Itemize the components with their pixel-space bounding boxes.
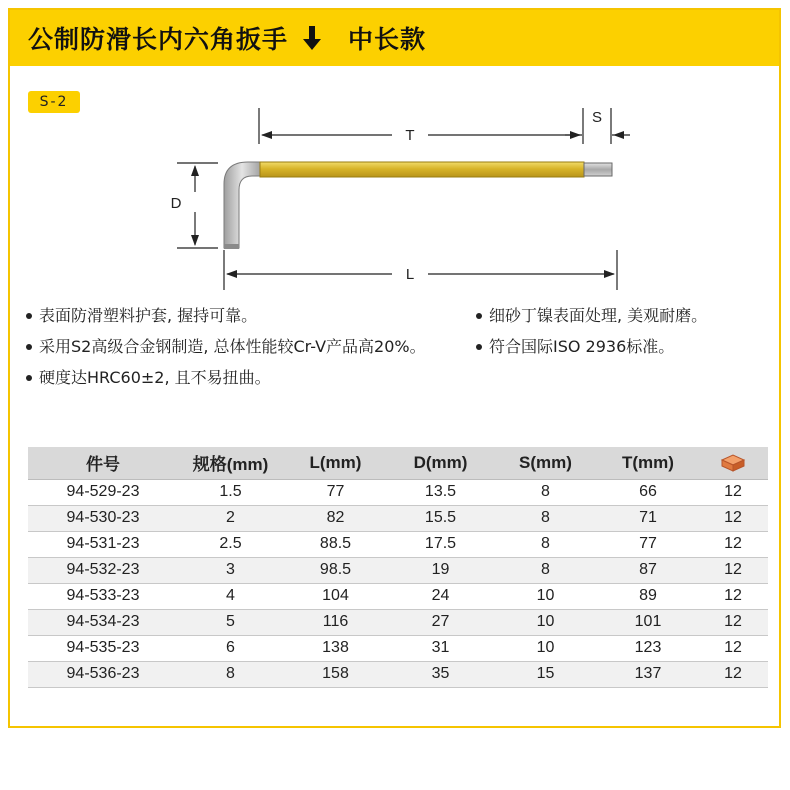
cell-size: 3	[178, 557, 283, 583]
cell-s: 8	[493, 479, 598, 505]
cell-box-qty: 12	[698, 531, 768, 557]
cell-size: 2.5	[178, 531, 283, 557]
model-tag: S-2	[28, 91, 80, 113]
dimension-label-s: S	[591, 109, 603, 126]
box-icon	[720, 454, 746, 472]
cell-d: 19	[388, 557, 493, 583]
column-header-s: S(mm)	[493, 447, 598, 479]
cell-d: 17.5	[388, 531, 493, 557]
cell-part-no: 94-530-23	[28, 505, 178, 531]
cell-box-qty: 12	[698, 505, 768, 531]
feature-item: 硬度达HRC60±2, 且不易扭曲。	[26, 365, 456, 391]
cell-part-no: 94-533-23	[28, 583, 178, 609]
cell-box-qty: 12	[698, 661, 768, 687]
cell-t: 77	[598, 531, 698, 557]
cell-size: 2	[178, 505, 283, 531]
page-title: 公制防滑长内六角扳手	[28, 25, 289, 54]
dimension-label-d: D	[170, 195, 182, 212]
column-header-part-no: 件号	[28, 447, 178, 479]
cell-t: 137	[598, 661, 698, 687]
cell-l: 158	[283, 661, 388, 687]
feature-list	[26, 303, 776, 433]
feature-item: 采用S2高级合金钢制造, 总体性能较Cr-V产品高20%。	[26, 334, 456, 360]
column-header-d: D(mm)	[388, 447, 493, 479]
wrench-diagram	[160, 100, 650, 290]
column-header-size: 规格(mm)	[178, 447, 283, 479]
cell-size: 4	[178, 583, 283, 609]
cell-s: 10	[493, 635, 598, 661]
column-header-box	[698, 447, 768, 479]
cell-d: 24	[388, 583, 493, 609]
cell-d: 31	[388, 635, 493, 661]
table-row	[28, 635, 768, 661]
feature-column-left	[26, 303, 456, 396]
cell-s: 8	[493, 557, 598, 583]
cell-s: 10	[493, 609, 598, 635]
table-row	[28, 583, 768, 609]
column-header-l: L(mm)	[283, 447, 388, 479]
table-row	[28, 531, 768, 557]
table-row	[28, 661, 768, 687]
table-row	[28, 479, 768, 505]
cell-d: 15.5	[388, 505, 493, 531]
cell-l: 104	[283, 583, 388, 609]
feature-item: 细砂丁镍表面处理, 美观耐磨。	[476, 303, 776, 329]
down-arrow-icon	[302, 24, 322, 52]
dimension-label-l: L	[405, 266, 415, 283]
cell-l: 88.5	[283, 531, 388, 557]
cell-t: 89	[598, 583, 698, 609]
feature-item: 符合国际ISO 2936标准。	[476, 334, 776, 360]
product-card	[8, 8, 781, 728]
cell-d: 35	[388, 661, 493, 687]
cell-s: 15	[493, 661, 598, 687]
cell-part-no: 94-532-23	[28, 557, 178, 583]
cell-s: 8	[493, 531, 598, 557]
cell-l: 116	[283, 609, 388, 635]
cell-t: 66	[598, 479, 698, 505]
cell-box-qty: 12	[698, 609, 768, 635]
title-bar	[10, 10, 779, 66]
cell-s: 8	[493, 505, 598, 531]
table-row	[28, 609, 768, 635]
cell-part-no: 94-529-23	[28, 479, 178, 505]
cell-size: 6	[178, 635, 283, 661]
cell-l: 98.5	[283, 557, 388, 583]
cell-part-no: 94-531-23	[28, 531, 178, 557]
page-subtitle: 中长款	[348, 25, 427, 54]
feature-column-right	[476, 303, 776, 365]
cell-t: 87	[598, 557, 698, 583]
cell-box-qty: 12	[698, 479, 768, 505]
column-header-t: T(mm)	[598, 447, 698, 479]
feature-item: 表面防滑塑料护套, 握持可靠。	[26, 303, 456, 329]
table-row	[28, 557, 768, 583]
table-header-row	[28, 447, 768, 479]
cell-l: 82	[283, 505, 388, 531]
cell-part-no: 94-536-23	[28, 661, 178, 687]
table-row	[28, 505, 768, 531]
cell-part-no: 94-534-23	[28, 609, 178, 635]
spec-table	[28, 447, 768, 688]
cell-l: 138	[283, 635, 388, 661]
cell-l: 77	[283, 479, 388, 505]
cell-box-qty: 12	[698, 583, 768, 609]
cell-box-qty: 12	[698, 635, 768, 661]
cell-d: 27	[388, 609, 493, 635]
cell-t: 123	[598, 635, 698, 661]
cell-t: 71	[598, 505, 698, 531]
cell-d: 13.5	[388, 479, 493, 505]
cell-part-no: 94-535-23	[28, 635, 178, 661]
cell-box-qty: 12	[698, 557, 768, 583]
cell-size: 8	[178, 661, 283, 687]
cell-t: 101	[598, 609, 698, 635]
cell-s: 10	[493, 583, 598, 609]
cell-size: 1.5	[178, 479, 283, 505]
cell-size: 5	[178, 609, 283, 635]
dimension-label-t: T	[405, 127, 415, 144]
